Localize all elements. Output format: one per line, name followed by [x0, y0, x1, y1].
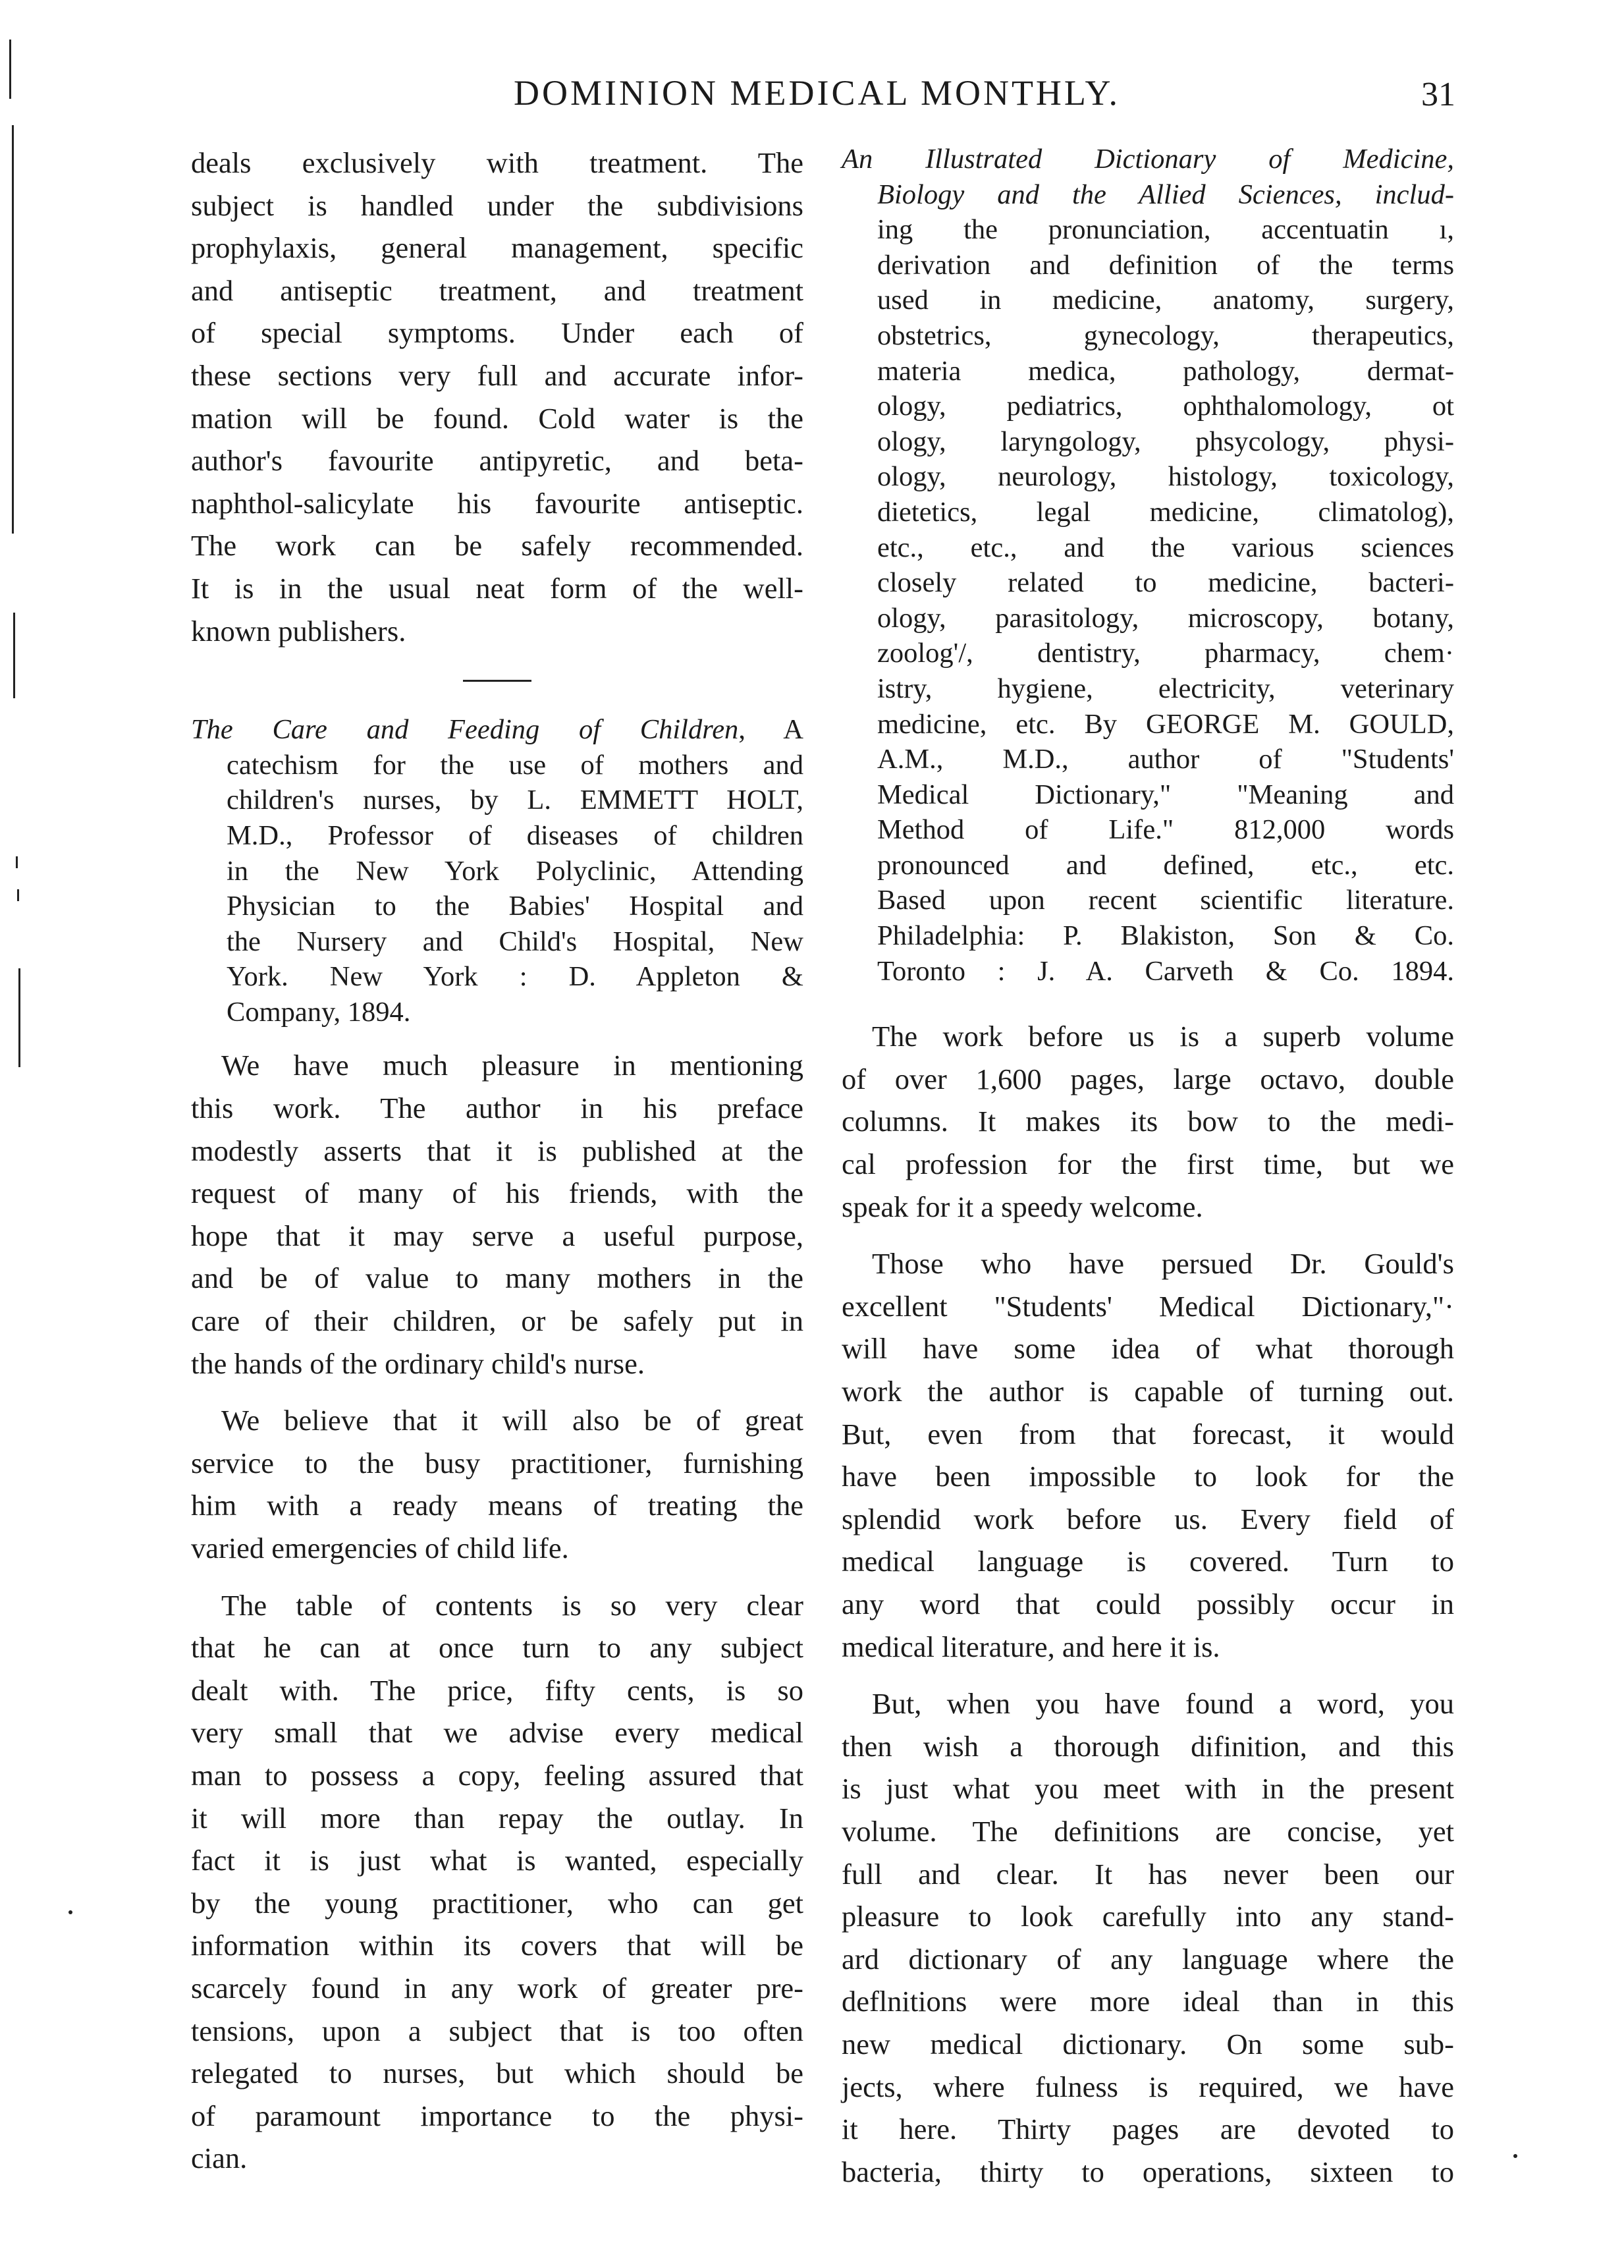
text-line: etc., etc., and the various sciences [877, 532, 1454, 563]
text-line: catechism for the use of mothers and [227, 749, 803, 781]
text-line: the hands of the ordinary child's nurse. [191, 1346, 645, 1380]
text-line: have been impossible to look for the [842, 1460, 1454, 1493]
text-line: fact it is just what is wanted, especially [191, 1844, 803, 1877]
scan-edge-mark [17, 889, 19, 901]
text-line: closely related to medicine, bacteri- [877, 567, 1454, 599]
text-line: of paramount importance to the physi- [191, 2099, 803, 2132]
paragraph [191, 142, 803, 652]
text-line: Company, 1894. [227, 996, 411, 1028]
paragraph [842, 1242, 1454, 1668]
book-entry [191, 712, 803, 1030]
text-line: speak for it a speedy welcome. [842, 1190, 1203, 1223]
text-line: medical language is covered. Turn to [842, 1545, 1454, 1578]
text-line: Method of Life." 812,000 words [877, 814, 1454, 846]
text-line: information within its covers that will be [191, 1929, 803, 1962]
scan-edge-mark [9, 40, 11, 99]
text-line: medicine, etc. By GEORGE M. GOULD, [877, 708, 1454, 740]
text-line: dietetics, legal medicine, climatolog), [877, 496, 1454, 528]
scan-edge-mark [16, 856, 18, 868]
text-line: this work. The author in his preface [191, 1092, 803, 1125]
text-line: new medical dictionary. On some sub- [842, 2027, 1454, 2061]
text-line: excellent "Students' Medical Dictionary,"· [842, 1289, 1454, 1323]
text-line: subject is handled under the subdivisions [191, 188, 803, 222]
text-line: service to the busy practitioner, furnishing [191, 1446, 803, 1480]
text-line: the Nursery and Child's Hospital, New [227, 926, 803, 957]
text-line: dealt with. The price, fifty cents, is so [191, 1673, 803, 1707]
text-line: The work before us is a superb volume [872, 1020, 1454, 1053]
text-line: that he can at once turn to any subject [191, 1631, 803, 1665]
text-line: naphthol-salicylate his favourite antiseptic. [191, 486, 803, 520]
text-line: hope that it may serve a useful purpose, [191, 1219, 803, 1252]
text-line: The work can be safely recommended. [191, 529, 803, 563]
paragraph [842, 1682, 1454, 2193]
text-line: of special symptoms. Under each of [191, 316, 803, 350]
text-line: ard dictionary of any language where the [842, 1942, 1454, 1976]
text-line: istry, hygiene, electricity, veterinary [877, 673, 1454, 704]
text-line: request of many of his friends, with the [191, 1176, 803, 1210]
text-line: ing the pronunciation, accentuatin ı, [877, 214, 1454, 246]
text-line: tensions, upon a subject that is too often [191, 2014, 803, 2047]
text-line: modestly asserts that it is published at the [191, 1134, 803, 1167]
text-line: bacteria, thirty to operations, sixteen to [842, 2155, 1454, 2188]
text-line: pronounced and defined, etc., etc. [877, 849, 1454, 881]
text-line: very small that we advise every medical [191, 1716, 803, 1750]
text-line: Toronto : J. A. Carveth & Co. 1894. [877, 955, 1454, 987]
text-line: Physician to the Babies' Hospital and [227, 891, 803, 922]
stray-dot [68, 1910, 72, 1914]
text-line: ology, parasitology, microscopy, botany, [877, 602, 1454, 634]
paragraph [191, 1044, 803, 1385]
text-line: The table of contents is so very clear [221, 1588, 803, 1622]
text-line: relegated to nurses, but which should be [191, 2057, 803, 2090]
scan-edge-mark [18, 968, 20, 1067]
book-entry [842, 142, 1454, 989]
text-line: cian. [191, 2142, 248, 2175]
text-line: volume. The definitions are concise, yet [842, 1814, 1454, 1848]
text-line: mation will be found. Cold water is the [191, 401, 803, 435]
page-number: 31 [1421, 76, 1455, 113]
paragraph [191, 1584, 803, 2180]
text-line: obstetrics, gynecology, therapeutics, [877, 319, 1454, 351]
text-line: is just what you meet with in the present [842, 1772, 1454, 1806]
book-title: Biology and the Allied Sciences, includ- [877, 179, 1454, 210]
text-line: medical literature, and here it is. [842, 1630, 1220, 1663]
entry-title-line [842, 142, 1454, 177]
text-line: jects, where fulness is required, we have [842, 2070, 1454, 2103]
text-line: and be of value to many mothers in the [191, 1261, 803, 1295]
text-line: and antiseptic treatment, and treatment [191, 273, 803, 307]
text-line: full and clear. It has never been our [842, 1857, 1454, 1891]
text-line: materia medica, pathology, dermat- [877, 355, 1454, 387]
paragraph [842, 1015, 1454, 1228]
text-line: it here. Thirty pages are devoted to [842, 2113, 1454, 2146]
text-line: then wish a thorough difinition, and this [842, 1729, 1454, 1763]
text-line: care of their children, or be safely put in [191, 1304, 803, 1338]
text-line: varied emergencies of child life. [191, 1532, 569, 1564]
text-fragment: , A [738, 714, 803, 746]
text-line: York. New York : D. Appleton & [227, 961, 803, 993]
book-title: The Care and Feeding of Children [191, 714, 739, 746]
text-line: by the young practitioner, who can get [191, 1886, 803, 1920]
entry-title-line [191, 712, 803, 748]
text-line: children's nurses, by L. EMMETT HOLT, [227, 785, 803, 816]
text-line: prophylaxis, general management, specific [191, 231, 803, 265]
text-line: M.D., Professor of diseases of children [227, 819, 803, 851]
text-line: in the New York Polyclinic, Attending [227, 855, 803, 887]
text-line: columns. It makes its bow to the medi- [842, 1105, 1454, 1138]
text-line: deflnitions were more ideal than in this [842, 1985, 1454, 2018]
text-line: man to possess a copy, feeling assured that [191, 1758, 803, 1792]
text-line: it will more than repay the outlay. In [191, 1801, 803, 1835]
text-line: any word that could possibly occur in [842, 1587, 1454, 1620]
text-line: We have much pleasure in mentioning [221, 1049, 803, 1082]
text-line: used in medicine, anatomy, surgery, [877, 285, 1454, 316]
text-line: Philadelphia: P. Blakiston, Son & Co. [877, 920, 1454, 952]
text-line: these sections very full and accurate infor- [191, 358, 803, 392]
entry-title-line [842, 177, 1454, 213]
left-column [191, 142, 803, 2180]
text-line: ology, neurology, histology, toxicology, [877, 461, 1454, 493]
text-line: zoolog'/, dentistry, pharmacy, chem· [877, 638, 1454, 669]
running-head: DOMINION MEDICAL MONTHLY. [514, 73, 1121, 113]
text-line: A.M., M.D., author of "Students' [877, 744, 1454, 775]
text-line: It is in the usual neat form of the well- [191, 571, 803, 605]
text-line: of over 1,600 pages, large octavo, double [842, 1062, 1454, 1095]
text-line: author's favourite antipyretic, and beta- [191, 444, 803, 478]
text-line: But, even from that forecast, it would [842, 1417, 1454, 1451]
text-line: ology, laryngology, phsycology, physi- [877, 426, 1454, 457]
book-title: An Illustrated Dictionary of Medicine, [842, 144, 1454, 175]
paragraph [191, 1399, 803, 1569]
stray-dot [1513, 2154, 1517, 2158]
text-line: Medical Dictionary," "Meaning and [877, 779, 1454, 810]
text-line: splendid work before us. Every field of [842, 1502, 1454, 1535]
text-line: work the author is capable of turning out. [842, 1375, 1454, 1408]
text-line: him with a ready means of treating the [191, 1489, 803, 1522]
text-line: derivation and definition of the terms [877, 249, 1454, 281]
section-divider [463, 680, 531, 682]
text-line: cal profession for the first time, but we [842, 1148, 1454, 1181]
text-line: We believe that it will also be of great [221, 1404, 803, 1437]
text-line: But, when you have found a word, you [872, 1687, 1454, 1721]
text-line: known publishers. [191, 614, 406, 648]
page-header [191, 72, 1455, 119]
text-line: pleasure to look carefully into any stand- [842, 1900, 1454, 1933]
scan-edge-mark [13, 613, 15, 698]
text-line: ology, pediatrics, ophthalomology, ot [877, 391, 1454, 422]
text-line: Those who have persued Dr. Gould's [872, 1247, 1454, 1281]
text-line: will have some idea of what thorough [842, 1332, 1454, 1366]
right-column [842, 142, 1454, 2193]
scan-edge-mark [12, 125, 14, 534]
text-line: deals exclusively with treatment. The [191, 146, 803, 179]
text-line: Based upon recent scientific literature. [877, 885, 1454, 916]
text-line: scarcely found in any work of greater pre- [191, 1971, 803, 2005]
